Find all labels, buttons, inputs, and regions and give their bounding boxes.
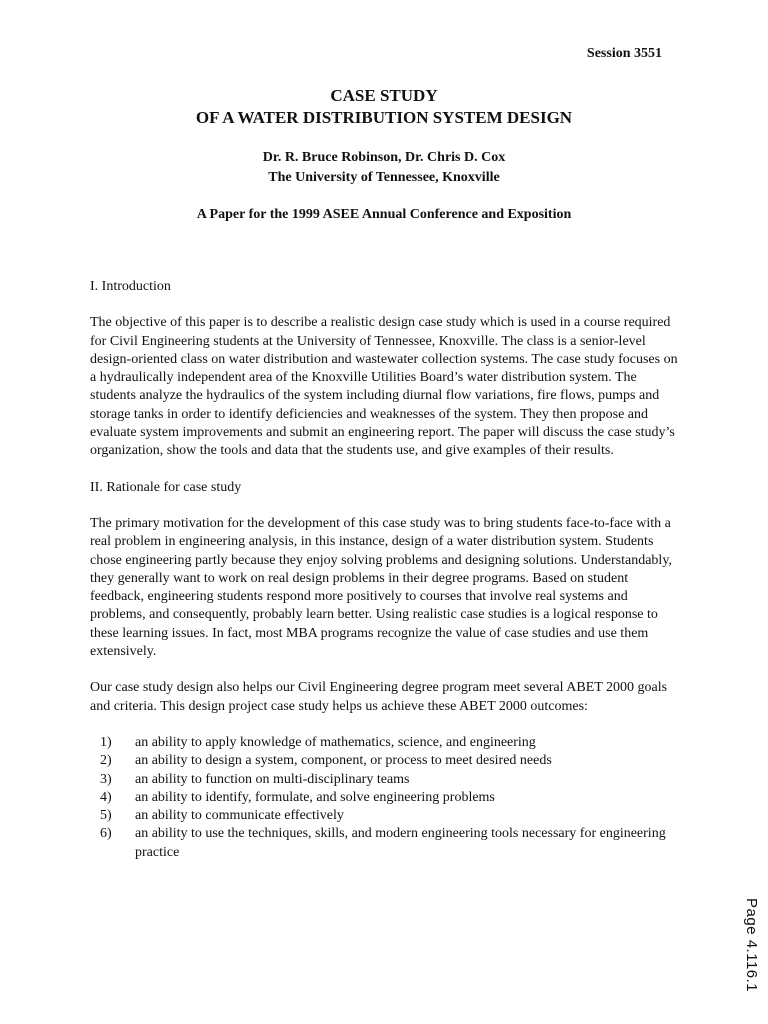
list-item: [90, 825, 680, 862]
list-item: [90, 752, 680, 770]
title-line-1: CASE STUDY: [330, 86, 438, 105]
list-item-number: 4): [100, 789, 112, 805]
abet-outcomes-list: [90, 734, 680, 862]
list-item: [90, 789, 680, 807]
section-heading-introduction: I. Introduction: [90, 279, 171, 294]
list-item-text: an ability to identify, formulate, and solve engineering problems: [135, 789, 495, 805]
page-number: Page 4.116.1: [743, 898, 760, 993]
author-names: Dr. R. Bruce Robinson, Dr. Chris D. Cox: [262, 150, 506, 165]
list-item: [90, 807, 680, 825]
author-affiliation: The University of Tennessee, Knoxville: [268, 170, 500, 185]
list-item-number: 3): [100, 771, 112, 787]
list-item: [90, 771, 680, 789]
list-item-number: 1): [100, 734, 112, 750]
session-number: Session 3551: [586, 46, 662, 61]
abet-paragraph: Our case study design also helps our Civil Engineering degree program meet several ABET 2000 goals and criteria. This design project case study helps us achieve these ABET 2000 outcomes:: [90, 680, 668, 714]
paper-body: [90, 278, 680, 862]
paper-title: [0, 85, 768, 129]
list-item-number: 5): [100, 808, 112, 824]
list-item: [90, 734, 680, 752]
introduction-paragraph: The objective of this paper is to describe a realistic design case study which is used in a course required for Civil Engineering students at the University of Tennessee, Knoxville. The class is a senior-level design-oriented class on water distribution and wastewater collection systems. The case study focuses on a hydraulically independent area of the Knoxville Utilities Board’s water distribution system. The students analyze the hydraulics of the system including diurnal flow variations, fire flows, pumps and storage tanks in order to identify deficiencies and weaknesses of the system. They then propose and evaluate system improvements and submit an engineering report. The paper will discuss the case study’s organization, show the tools and data that the students use, and give examples of their results.: [90, 315, 678, 459]
list-item-text: an ability to use the techniques, skills, and modern engineering tools necessary for engineering practice: [135, 826, 666, 860]
list-item-text: an ability to apply knowledge of mathematics, science, and engineering: [135, 734, 536, 750]
rationale-paragraph: The primary motivation for the development of this case study was to bring students face-to-face with a real problem in engineering analysis, in this instance, design of a water distribution system. Students chose engineering partly because they enjoy solving problems and designing solutions. Understandably, they generally want to work on real design problems in their degree programs. Based on student feedback, engineering students respond more positively to courses that involve real systems and problems, and consequently, probably learn better. Using realistic case studies is a logical response to these learning issues. In fact, most MBA programs recognize the value of case studies and use them extensively.: [90, 515, 672, 660]
list-item-text: an ability to communicate effectively: [135, 808, 344, 824]
list-item-text: an ability to design a system, component, or process to meet desired needs: [135, 753, 552, 769]
conference-line: A Paper for the 1999 ASEE Annual Conference and Exposition: [196, 207, 572, 222]
title-line-2: OF A WATER DISTRIBUTION SYSTEM DESIGN: [195, 108, 573, 127]
list-item-number: 6): [100, 826, 112, 842]
list-item-number: 2): [100, 753, 112, 769]
author-block: [0, 148, 768, 188]
list-item-text: an ability to function on multi-disciplinary teams: [135, 771, 410, 787]
section-heading-rationale: II. Rationale for case study: [90, 479, 242, 495]
